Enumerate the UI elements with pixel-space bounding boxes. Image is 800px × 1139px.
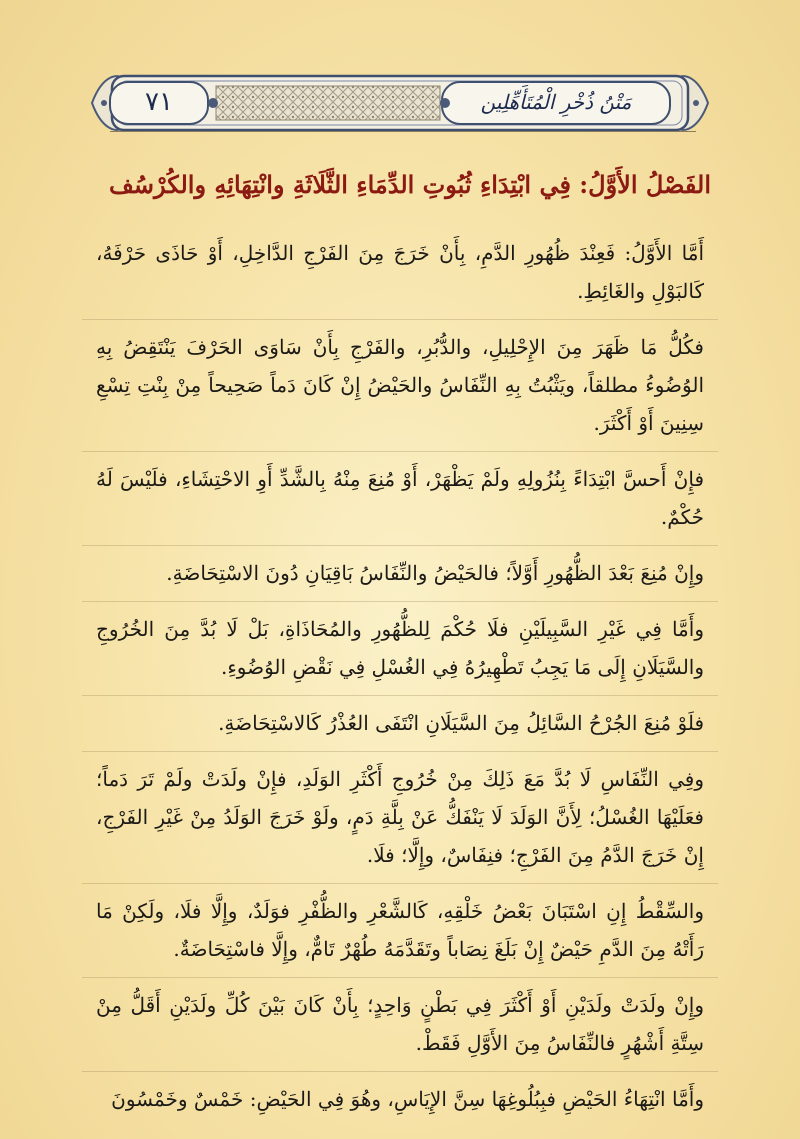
paragraph: فكُلُّ مَا ظَهَرَ مِنَ الإِحْلِيلِ، والدُّبُرِ، والفَرْجِ بِأَنْ سَاوَى الحَرْفَ يَنْتَقِضُ بِهِ الوُضُوءُ مطلقاً، ويَثْبُتُ بِهِ النِّفَاسُ والحَيْضُ إِنْ كَانَ دَماً صَحِيحاً مِنْ بِنْتِ تِسْعِ سِنِينَ أَوْ أَكْثَرَ. [96, 328, 704, 442]
paragraph: وأَمَّا فِي غَيْرِ السَّبِيلَيْنِ فلَا حُكْمَ لِلظُّهُورِ والمُحَاذَاةِ، بَلْ لَا بُدَّ مِنَ الخُرُوجِ والسَّيَلَانِ إِلَى مَا يَجِبُ تَطْهِيرُهُ فِي الغُسْلِ فِي نَقْضِ الوُضُوءِ. [96, 610, 704, 686]
book-title: مَتْنُ ذُخْرِ الْمُتَأَهِّلِين [480, 90, 632, 114]
paragraph: وإِنْ مُنِعَ بَعْدَ الظُّهُورِ أَوَّلاً؛ فالحَيْضُ والنِّفَاسُ بَاقِيَانِ دُونَ الاسْتِحَاضَةِ. [96, 554, 704, 592]
paragraph: وفِي النِّفَاسِ لَا بُدَّ مَعَ ذَلِكَ مِنْ خُرُوجِ أَكْثَرِ الوَلَدِ، فإِنْ ولَدَتْ ولَمْ تَرَ دَماً؛ فعَلَيْهَا الغُسْلُ؛ لِأَنَّ الوَلَدَ لَا يَنْفَكُّ عَنْ بِلَّةِ دَمٍ، ولَوْ خَرَجَ الوَلَدُ مِنْ غَيْرِ الفَرْجِ، إِنْ خَرَجَ الدَّمُ مِنَ الفَرْجِ؛ فنِفَاسٌ، وإِلَّا؛ فلَا. [96, 760, 704, 874]
header-divider [110, 131, 696, 132]
paragraph: فلَوْ مُنِعَ الجُرْحُ السَّائِلُ مِنَ السَّيَلَانِ انْتَفَى العُذْرُ كَالاسْتِحَاضَةِ. [96, 704, 704, 742]
paragraph: وإِنْ ولَدَتْ ولَدَيْنِ أَوْ أَكْثَرَ فِي بَطْنٍ وَاحِدٍ؛ بِأَنْ كَانَ بَيْنَ كُلِّ ولَدَيْنِ أَقَلُّ مِنْ سِتَّةِ أَشْهُرٍ فالنِّفَاسُ مِنَ الأَوَّلِ فَقَطْ. [96, 986, 704, 1062]
paragraph: والسِّقْطُ إِنِ اسْتَبَانَ بَعْضُ خَلْقِهِ، كَالشَّعْرِ والظُّفْرِ فوَلَدٌ، وإِلَّا فلَا، ولَكِنْ مَا رَأَتْهُ مِنَ الدَّمِ حَيْضٌ إِنْ بَلَغَ نِصَاباً وتَقَدَّمَهُ طُهْرٌ تَامٌّ، وإِلَّا فاسْتِحَاضَةٌ. [96, 892, 704, 968]
body-text [96, 234, 704, 1111]
paragraph: أَمَّا الأَوَّلُ: فَعِنْدَ ظُهُورِ الدَّمِ، بِأَنْ خَرَجَ مِنَ الفَرْجِ الدَّاخِلِ، أَوْ حَاذَى حَرْفَهُ، كَالبَوْلِ والغَائِطِ. [96, 234, 704, 310]
paragraph: وأَمَّا انْتِهَاءُ الحَيْضِ فبِبُلُوغِهَا سِنَّ الإِيَاسِ، وهُوَ فِي الحَيْضِ: خَمْسٌ وخَمْسُونَ [111, 1087, 704, 1111]
chapter-title: الفَصْلُ الأَوَّلُ: فِي ابْتِدَاءِ ثُبُوتِ الدِّمَاءِ الثَّلَاثَةِ وانْتِهَائِهِ والكُرْسُف [109, 170, 711, 199]
page-number: ٧١ [145, 87, 173, 117]
paragraph: فإِنْ أَحسَّ ابْتِدَاءً بِنُزُولِهِ ولَمْ يَظْهَرْ، أَوْ مُنِعَ مِنْهُ بِالشَّدِّ أَوِ الاحْتِشَاءِ، فلَيْسَ لَهُ حُكْمٌ. [96, 460, 704, 536]
